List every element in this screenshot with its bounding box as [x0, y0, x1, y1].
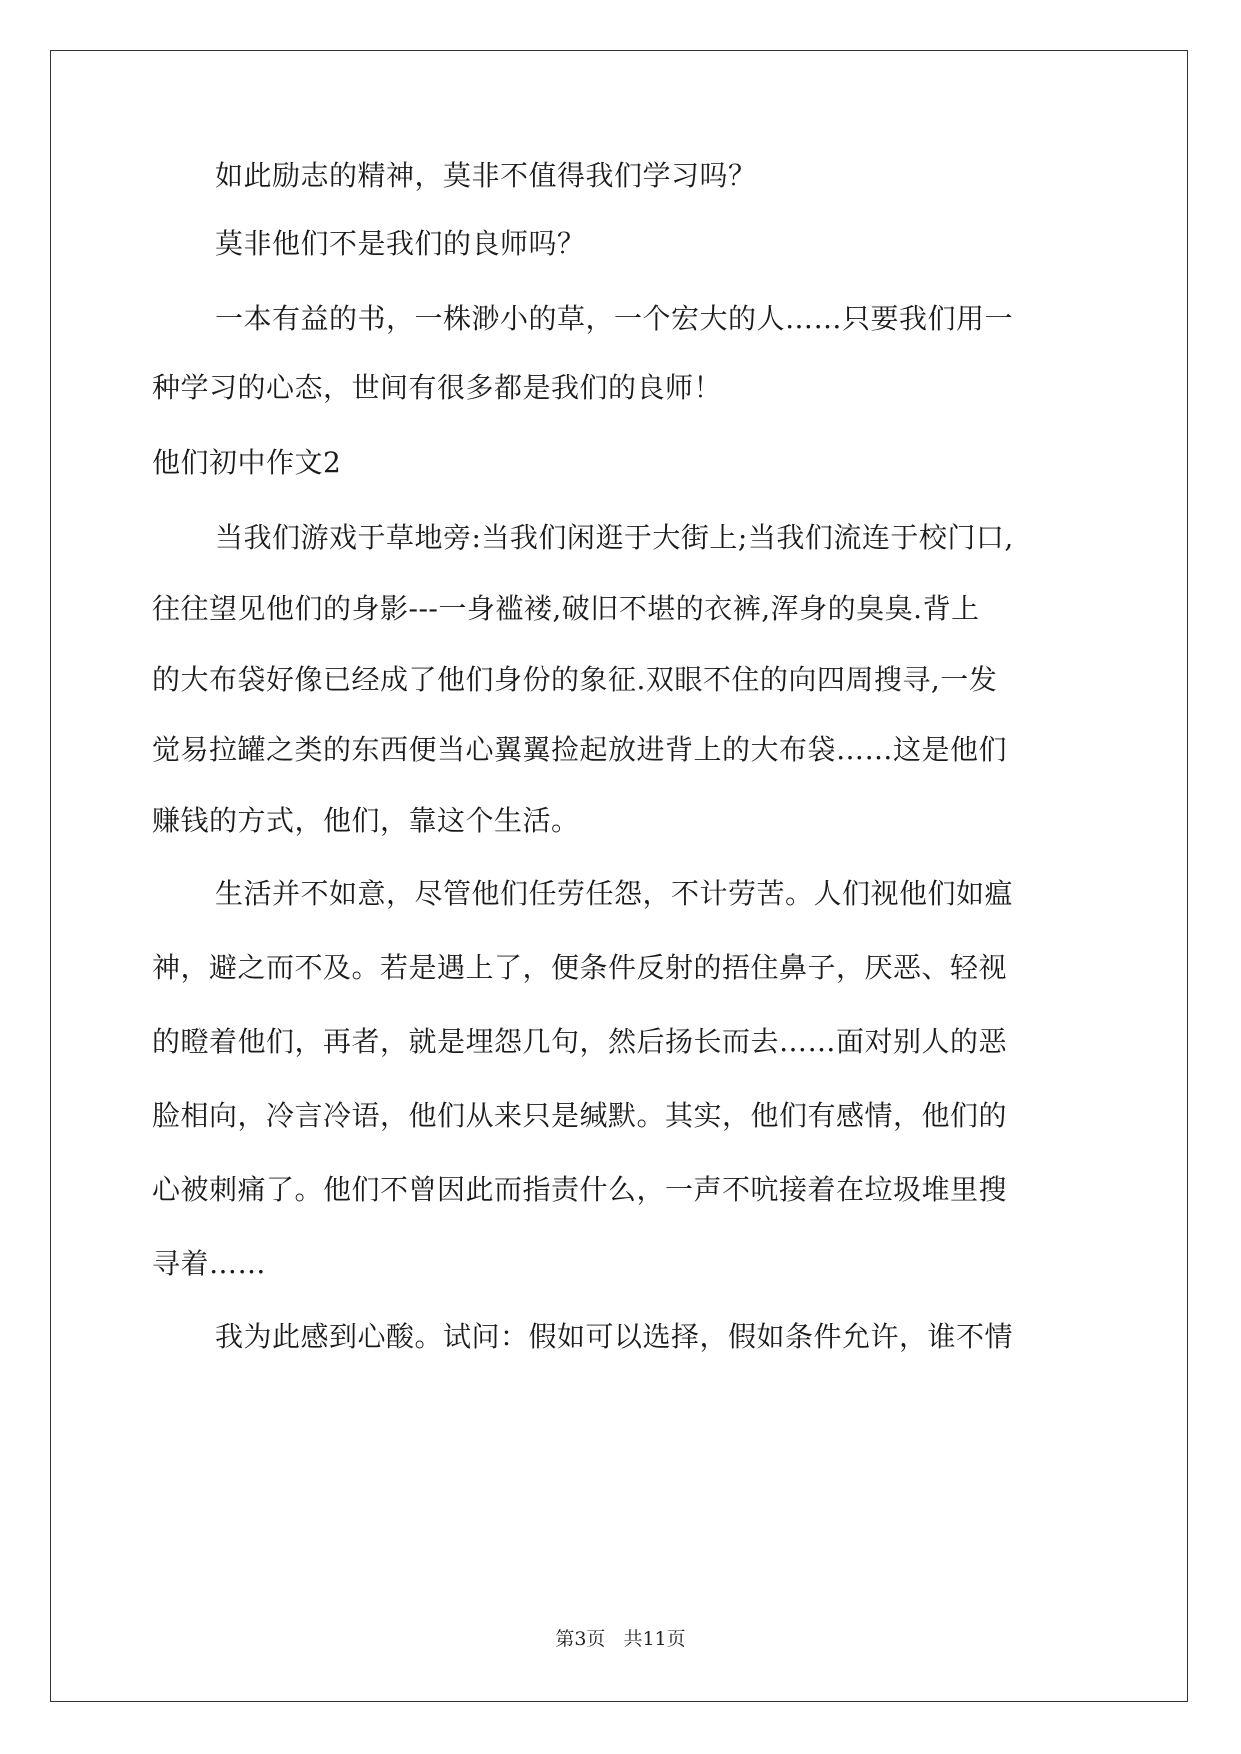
paragraph-line: 如此励志的精神，莫非不值得我们学习吗？	[215, 159, 757, 192]
paragraph-line: 的瞪着他们，再者，就是埋怨几句，然后扬长而去……面对别人的恶	[152, 1025, 1008, 1058]
paragraph-line: 神，避之而不及。若是遇上了，便条件反射的捂住鼻子，厌恶、轻视	[152, 951, 1008, 984]
paragraph-line: 寻着……	[152, 1247, 267, 1280]
paragraph-line: 心被刺痛了。他们不曾因此而指责什么，一声不吭接着在垃圾堆里搜	[152, 1173, 1008, 1206]
paragraph-line: 赚钱的方式，他们，靠这个生活。	[152, 804, 580, 837]
paragraph-line: 种学习的心态，世间有很多都是我们的良师！	[152, 371, 723, 404]
paragraph-line: 往往望见他们的身影---一身褴褛,破旧不堪的衣裤,浑身的臭臭.背上	[152, 592, 980, 625]
total-pages: 共11页	[623, 1628, 686, 1650]
paragraph-line: 一本有益的书，一株渺小的草，一个宏大的人……只要我们用一	[215, 302, 1014, 335]
section-heading: 他们初中作文2	[152, 446, 342, 479]
paragraph-line: 的大布袋好像已经成了他们身份的象征.双眼不住的向四周搜寻,一发	[152, 663, 998, 696]
paragraph-line: 我为此感到心酸。试问：假如可以选择，假如条件允许，谁不情	[215, 1320, 1014, 1353]
paragraph-line: 当我们游戏于草地旁:当我们闲逛于大街上;当我们流连于校门口,	[215, 521, 1014, 554]
paragraph-line: 觉易拉罐之类的东西便当心翼翼捡起放进背上的大布袋……这是他们	[152, 733, 1008, 766]
page-number: 第3页	[555, 1628, 606, 1650]
paragraph-line: 脸相向，冷言冷语，他们从来只是缄默。其实，他们有感情，他们的	[152, 1099, 1008, 1132]
paragraph-line: 莫非他们不是我们的良师吗？	[215, 227, 586, 260]
paragraph-line: 生活并不如意，尽管他们任劳任怨，不计劳苦。人们视他们如瘟	[215, 877, 1014, 910]
page-footer	[0, 1627, 1241, 1651]
